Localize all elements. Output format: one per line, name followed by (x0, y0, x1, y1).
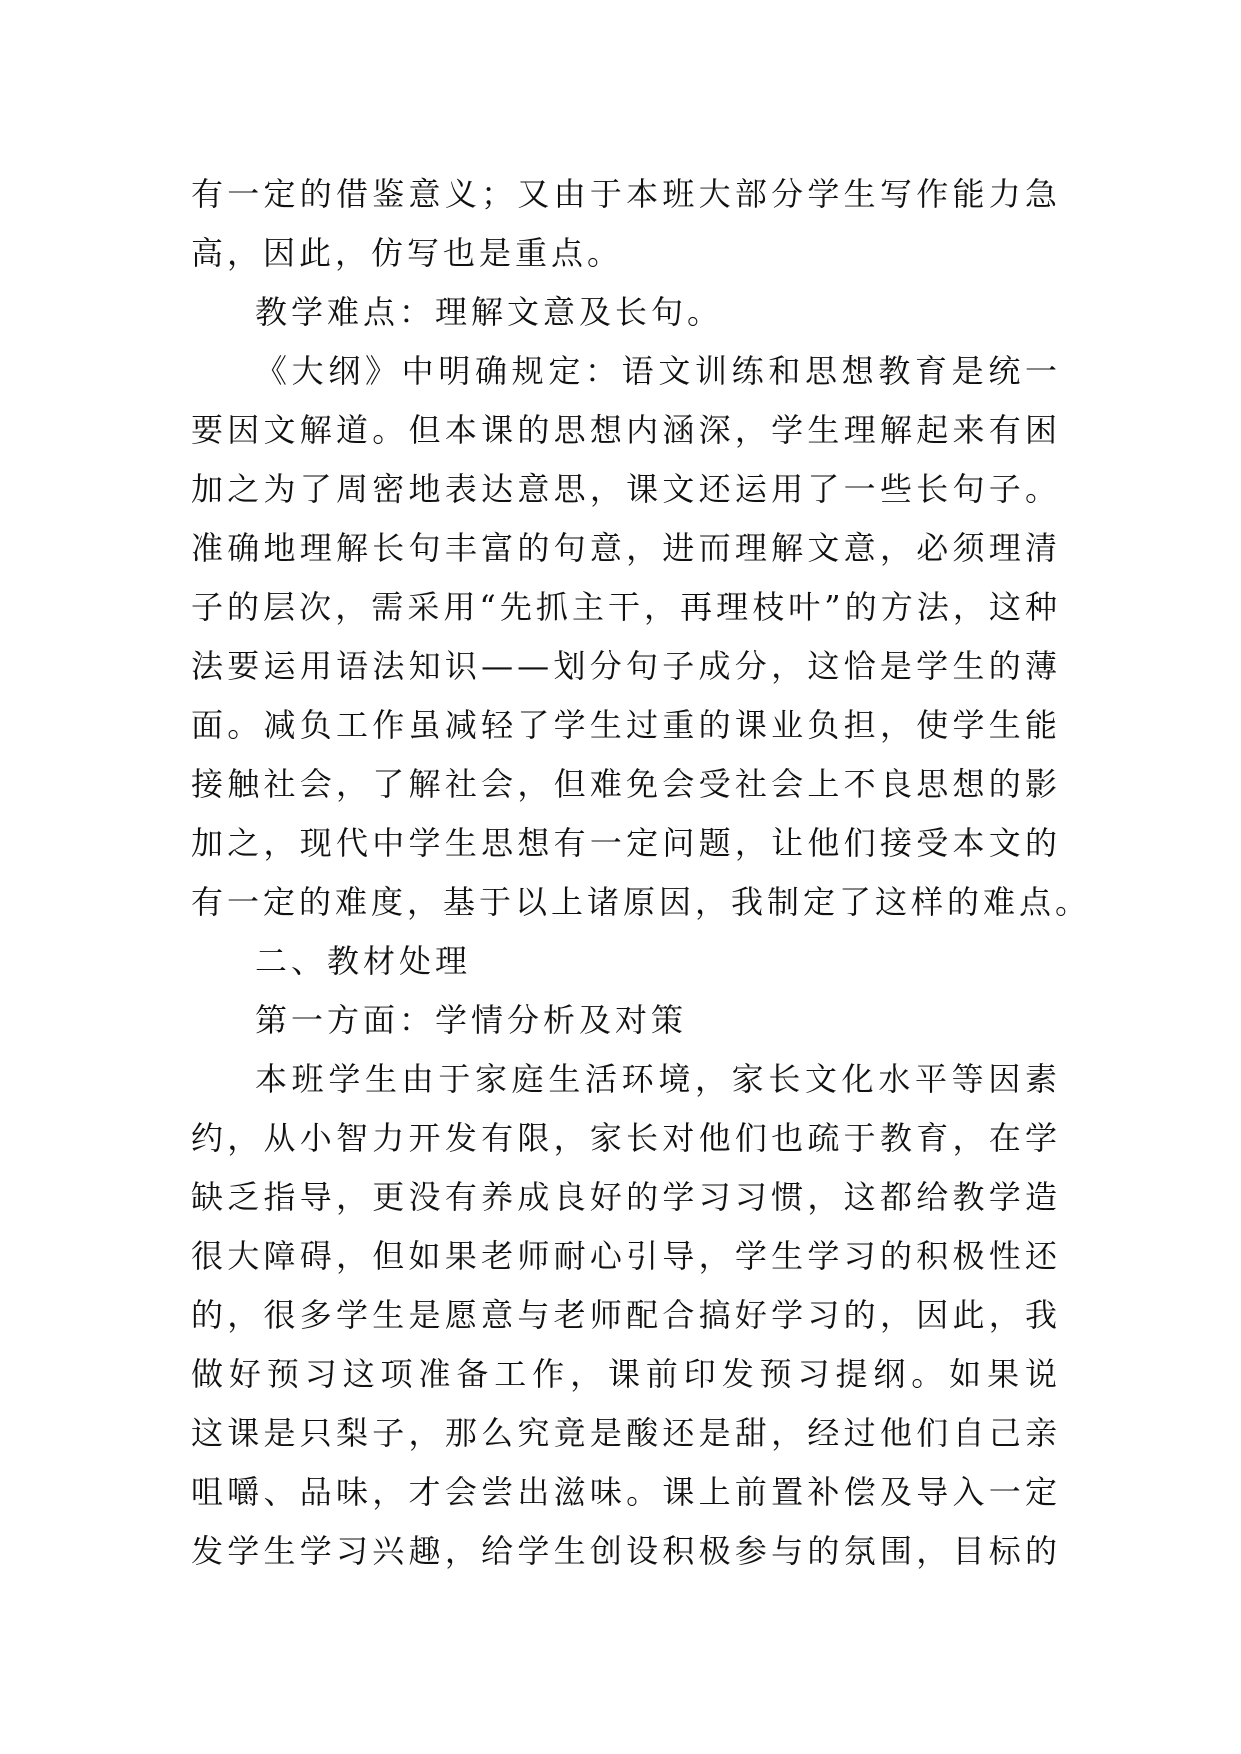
text-line: 加之为了周密地表达意思，课文还运用了一些长句子。 (191, 470, 1061, 508)
text-line: 本班学生由于家庭生活环境，家长文化水平等因素 (255, 1060, 1061, 1098)
text-line: 缺乏指导，更没有养成良好的学习习惯，这都给教学造 (191, 1178, 1061, 1216)
text-line: 做好预习这项准备工作，课前印发预习提纲。如果说 (191, 1355, 1061, 1393)
text-line: 法要运用语法知识——划分句子成分，这恰是学生的薄 (191, 647, 1061, 685)
text-line: 面。减负工作虽减轻了学生过重的课业负担，使学生能 (191, 706, 1061, 744)
text-line: 准确地理解长句丰富的句意，进而理解文意，必须理清 (191, 529, 1061, 567)
text-line: 接触社会，了解社会，但难免会受社会上不良思想的影 (191, 765, 1061, 803)
text-line: 第一方面：学情分析及对策 (255, 1001, 688, 1039)
text-line: 高，因此，仿写也是重点。 (191, 234, 624, 272)
text-line: 子的层次，需采用“先抓主干，再理枝叶”的方法，这种 (191, 588, 1061, 626)
text-line: 咀嚼、品味，才会尝出滋味。课上前置补偿及导入一定 (191, 1473, 1061, 1511)
text-line: 《大纲》中明确规定：语文训练和思想教育是统一 (255, 352, 1061, 390)
text-line: 发学生学习兴趣，给学生创设积极参与的氛围，目标的 (191, 1532, 1061, 1570)
text-line: 教学难点：理解文意及长句。 (255, 293, 724, 331)
text-line: 约，从小智力开发有限，家长对他们也疏于教育，在学 (191, 1119, 1061, 1157)
text-line: 加之，现代中学生思想有一定问题，让他们接受本文的 (191, 824, 1061, 862)
text-line: 的，很多学生是愿意与老师配合搞好学习的，因此，我 (191, 1296, 1061, 1334)
text-line: 要因文解道。但本课的思想内涵深，学生理解起来有困 (191, 411, 1061, 449)
text-line: 有一定的难度，基于以上诸原因，我制定了这样的难点。 (191, 883, 1092, 921)
text-line: 这课是只梨子，那么究竟是酸还是甜，经过他们自己亲 (191, 1414, 1061, 1452)
text-line: 很大障碍，但如果老师耐心引导，学生学习的积极性还 (191, 1237, 1061, 1275)
document-body (191, 165, 1092, 1581)
text-line: 二、教材处理 (255, 942, 472, 980)
text-line: 有一定的借鉴意义；又由于本班大部分学生写作能力急 (191, 175, 1061, 213)
